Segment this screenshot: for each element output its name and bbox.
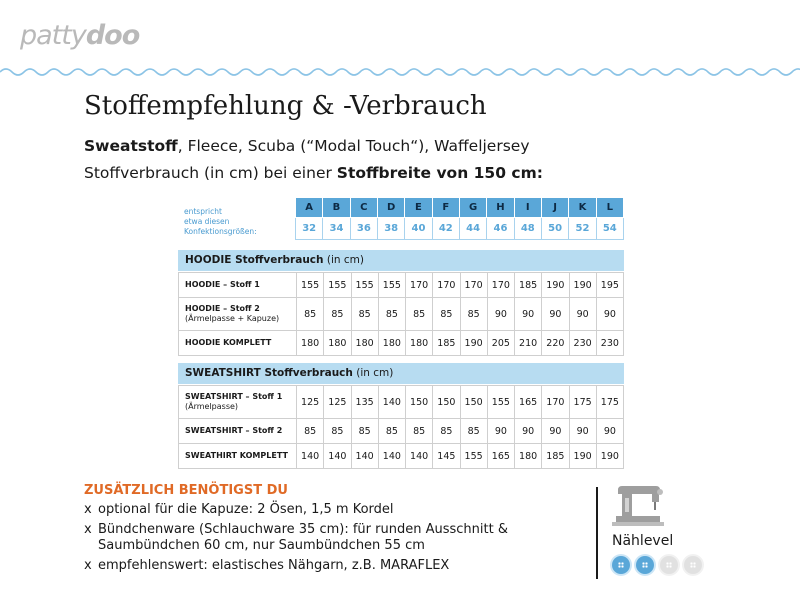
table-cell: 85 (351, 419, 378, 444)
hoodie-table (178, 272, 624, 356)
table-cell: 90 (542, 298, 569, 331)
hoodie-section-header: HOODIE Stoffverbrauch (in cm) (178, 250, 624, 271)
difficulty-dot-empty (660, 556, 678, 574)
table-cell: 180 (351, 331, 378, 356)
size-letter: C (350, 198, 377, 218)
table-cell: 190 (542, 273, 569, 298)
extras-list (84, 502, 564, 578)
wave-divider (0, 64, 800, 80)
row-label: HOODIE KOMPLETT (179, 331, 297, 356)
table-cell: 125 (324, 386, 351, 419)
table-cell: 205 (487, 331, 514, 356)
table-cell: 175 (596, 386, 623, 419)
size-letter: D (377, 198, 404, 218)
size-number: 38 (377, 218, 404, 240)
difficulty-dot-filled (636, 556, 654, 574)
table-cell: 165 (515, 386, 542, 419)
table-cell: 90 (515, 419, 542, 444)
table-cell: 170 (460, 273, 487, 298)
table-cell: 85 (324, 298, 351, 331)
list-item: x Bündchenware (Schlauchware 35 cm): für runden Ausschnitt & Saumbündchen 60 cm, nur Saumbündchen 55 cm (84, 522, 508, 553)
table-row (179, 331, 624, 356)
table-cell: 185 (515, 273, 542, 298)
table-cell: 150 (460, 386, 487, 419)
difficulty-dot-filled (612, 556, 630, 574)
page-title: Stoffempfehlung & -Verbrauch (84, 91, 487, 121)
table-cell: 150 (406, 386, 433, 419)
table-cell: 230 (569, 331, 596, 356)
size-number: 52 (569, 218, 596, 240)
table-cell: 85 (324, 419, 351, 444)
size-number: 50 (541, 218, 568, 240)
table-cell: 220 (542, 331, 569, 356)
table-row (179, 386, 624, 419)
table-cell: 90 (596, 419, 623, 444)
table-cell: 85 (406, 419, 433, 444)
table-cell: 180 (324, 331, 351, 356)
vertical-divider (596, 487, 598, 579)
table-cell: 140 (351, 444, 378, 469)
table-cell: 85 (297, 298, 324, 331)
size-number: 32 (296, 218, 323, 240)
table-cell: 90 (569, 298, 596, 331)
table-cell: 85 (406, 298, 433, 331)
sweatshirt-section-header: SWEATSHIRT Stoffverbrauch (in cm) (178, 363, 624, 384)
table-cell: 135 (351, 386, 378, 419)
table-cell: 90 (487, 419, 514, 444)
table-cell: 125 (297, 386, 324, 419)
size-number: 36 (350, 218, 377, 240)
table-cell: 85 (433, 419, 460, 444)
fabric-usage-heading: Stoffverbrauch (in cm) bei einer Stoffbreite von 150 cm: (84, 164, 543, 182)
difficulty-dot-empty (684, 556, 702, 574)
size-number: 48 (514, 218, 541, 240)
difficulty-label: Nählevel (612, 533, 674, 549)
table-cell: 90 (487, 298, 514, 331)
fabric-recommendation: Sweatstoff, Fleece, Scuba (“Modal Touch“), Waffeljersey (84, 137, 530, 155)
table-cell: 85 (378, 419, 405, 444)
table-cell: 140 (406, 444, 433, 469)
table-row (179, 273, 624, 298)
table-cell: 140 (324, 444, 351, 469)
size-letter: H (487, 198, 514, 218)
size-table (295, 197, 624, 240)
size-letter: L (596, 198, 623, 218)
size-number: 54 (596, 218, 623, 240)
table-cell: 155 (378, 273, 405, 298)
table-cell: 170 (542, 386, 569, 419)
size-number: 34 (323, 218, 350, 240)
sewing-machine-icon (612, 482, 664, 528)
table-cell: 140 (297, 444, 324, 469)
size-letter: E (405, 198, 432, 218)
size-letter: I (514, 198, 541, 218)
sweatshirt-table (178, 385, 624, 469)
table-cell: 165 (487, 444, 514, 469)
table-cell: 85 (297, 419, 324, 444)
table-cell: 155 (297, 273, 324, 298)
table-cell: 190 (460, 331, 487, 356)
extras-title: ZUSÄTZLICH BENÖTIGST DU (84, 483, 288, 498)
table-cell: 145 (433, 444, 460, 469)
size-letter: K (569, 198, 596, 218)
size-letter: B (323, 198, 350, 218)
table-cell: 180 (515, 444, 542, 469)
row-label: HOODIE – Stoff 1 (179, 273, 297, 298)
table-cell: 150 (433, 386, 460, 419)
table-cell: 190 (569, 444, 596, 469)
table-cell: 195 (596, 273, 623, 298)
size-number: 40 (405, 218, 432, 240)
table-row (179, 298, 624, 331)
size-number: 44 (459, 218, 486, 240)
table-row (179, 419, 624, 444)
list-item: x empfehlenswert: elastisches Nähgarn, z.B. MARAFLEX (84, 558, 450, 573)
table-cell: 90 (569, 419, 596, 444)
table-cell: 90 (596, 298, 623, 331)
size-number: 46 (487, 218, 514, 240)
list-item: x optional für die Kapuze: 2 Ösen, 1,5 m Kordel (84, 502, 394, 517)
size-letter: F (432, 198, 459, 218)
table-cell: 180 (406, 331, 433, 356)
size-letter: A (296, 198, 323, 218)
table-cell: 155 (460, 444, 487, 469)
size-number: 42 (432, 218, 459, 240)
size-letter: G (459, 198, 486, 218)
pattydoo-logo: pattydoo (20, 20, 140, 51)
table-cell: 90 (542, 419, 569, 444)
table-cell: 170 (487, 273, 514, 298)
table-cell: 180 (378, 331, 405, 356)
table-cell: 85 (351, 298, 378, 331)
table-cell: 90 (515, 298, 542, 331)
table-cell: 155 (487, 386, 514, 419)
table-cell: 85 (460, 298, 487, 331)
row-label: SWEATHIRT KOMPLETT (179, 444, 297, 469)
table-cell: 185 (433, 331, 460, 356)
table-cell: 185 (542, 444, 569, 469)
difficulty-rating (612, 556, 702, 574)
table-cell: 85 (378, 298, 405, 331)
row-label: SWEATSHIRT – Stoff 1 (Ärmelpasse) (179, 386, 297, 419)
size-equivalent-label: entspricht etwa diesen Konfektionsgrößen: (184, 207, 257, 236)
size-letter: J (541, 198, 568, 218)
table-cell: 170 (433, 273, 460, 298)
table-cell: 85 (433, 298, 460, 331)
table-cell: 180 (297, 331, 324, 356)
table-row (179, 444, 624, 469)
row-label: SWEATSHIRT – Stoff 2 (179, 419, 297, 444)
table-cell: 190 (596, 444, 623, 469)
table-cell: 175 (569, 386, 596, 419)
table-cell: 210 (515, 331, 542, 356)
table-cell: 140 (378, 444, 405, 469)
table-cell: 230 (596, 331, 623, 356)
table-cell: 155 (351, 273, 378, 298)
table-cell: 140 (378, 386, 405, 419)
table-cell: 170 (406, 273, 433, 298)
table-cell: 155 (324, 273, 351, 298)
row-label: HOODIE – Stoff 2 (Ärmelpasse + Kapuze) (179, 298, 297, 331)
table-cell: 190 (569, 273, 596, 298)
table-cell: 85 (460, 419, 487, 444)
